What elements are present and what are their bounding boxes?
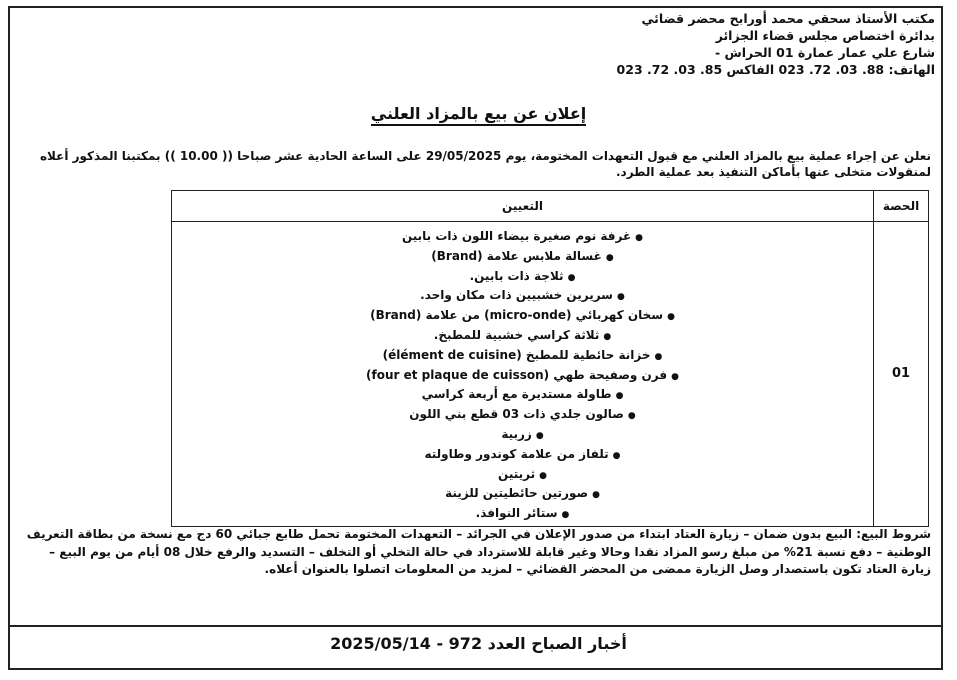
item-text: صالون جلدي ذات 03 قطع بني اللون [409, 407, 624, 422]
bullet-icon: ● [539, 470, 547, 481]
bullet-icon: ● [654, 351, 663, 362]
bullet-icon: ● [535, 430, 544, 441]
item-text: غسالة ملابس علامة (Brand) [431, 248, 602, 263]
office-address: شارع علي عمار عمارة 01 الحراش - [714, 45, 935, 60]
lot-number: 01 [874, 222, 929, 527]
bullet-icon: ● [612, 450, 621, 461]
bullet-icon: ● [605, 252, 614, 263]
publication-footer: أخبار الصباح العدد 972 - 2025/05/14 [330, 634, 627, 653]
item-text: زربية [501, 426, 532, 441]
bullet-icon: ● [592, 490, 600, 501]
bullet-icon: ● [627, 411, 636, 422]
list-item [173, 485, 872, 505]
list-item [173, 287, 872, 307]
list-item [173, 446, 872, 466]
item-text: صورتين حائطيتين للزينة [445, 486, 589, 501]
bullet-icon: ● [615, 391, 624, 402]
office-name: مكتب الأستاذ سحقي محمد أورابح محضر قضائي [641, 11, 935, 26]
item-text: فرن وصفيحة طهي (four et plaque de cuisson) [366, 367, 668, 382]
list-item [173, 347, 872, 367]
lot-column-header: الحصة [874, 191, 929, 222]
notice-intro: نعلن عن إجراء عملية بيع بالمزاد العلني مع قبول التعهدات المختومة، يوم 29/05/2025 على الساعة الحادية عشر صباحا (( 10.00 )) بمكتبنا المذكور أعلاه لمنقولات متخلى عنها بأماكن التنفيذ بعد عملية الطرد. [39, 149, 931, 179]
bullet-icon: ● [635, 233, 644, 243]
item-text: غرفة نوم صغيرة بيضاء اللون ذات بابين [401, 229, 632, 243]
bullet-icon: ● [567, 272, 576, 283]
list-item [173, 466, 872, 486]
office-contact: الهاتف: 88. 03. 72. 023 الفاكس 85. 03. 72. 023 [616, 62, 935, 77]
item-text: سريرين خشبيين ذات مكان واحد. [420, 288, 613, 303]
office-jurisdiction: بدائرة اختصاص مجلس قضاء الجزائر [715, 28, 935, 43]
bullet-icon: ● [671, 371, 679, 382]
notice-title-wrap [0, 104, 957, 123]
items-cell [172, 222, 874, 527]
list-item [173, 367, 872, 387]
item-text: خزانة حائطية للمطبخ (élément de cuisine) [382, 347, 651, 362]
item-text: سخان كهربائي (micro-onde) من علامة (Brand) [370, 308, 664, 323]
list-item [173, 228, 872, 248]
sale-conditions: شروط البيع: البيع بدون ضمان – زيارة العتاد ابتداء من صدور الإعلان في الجرائد – التعهدات المختومة تحمل طابع جبائي 60 دج مع نسخة من بطاقة التعريف الوطنية – دفع نسبة 21% من مبلغ رسو المزاد نقدا وحالا وغير قابلة للاسترداد في حالة التخلي أو التخلف – التسديد والرفع خلال 08 أيام من يوم البيع – زيارة العتاد تكون باستصدار وصل الزيارة ممضى من المحضر القضائي – لمزيد من المعلومات اتصلوا بالعنوان أعلاه. [26, 527, 931, 576]
office-header [375, 10, 935, 78]
list-item [173, 426, 872, 446]
item-text: ستائر النوافذ. [475, 506, 558, 521]
footer-divider [10, 625, 941, 627]
bullet-icon: ● [616, 292, 625, 303]
list-item [173, 406, 872, 426]
item-text: تلفاز من علامة كوندور وطاولته [424, 446, 609, 461]
item-text: ثريتين [498, 466, 536, 481]
item-text: طاولة مستديرة مع أربعة كراسي [421, 387, 612, 402]
list-item [173, 386, 872, 406]
lots-table-header [172, 191, 929, 222]
designation-column-header: التعيين [172, 191, 874, 222]
bullet-icon: ● [561, 510, 570, 521]
bullet-icon: ● [667, 312, 675, 323]
item-text: ثلاجة ذات بابين. [469, 268, 564, 283]
items-list [173, 228, 872, 525]
list-item [173, 505, 872, 525]
list-item [173, 268, 872, 288]
lots-table [171, 190, 929, 527]
list-item [173, 327, 872, 347]
item-text: ثلاثة كراسي خشبية للمطبخ. [433, 327, 600, 342]
bullet-icon: ● [603, 331, 612, 342]
notice-title: إعلان عن بيع بالمزاد العلني [371, 104, 586, 126]
list-item [173, 307, 872, 327]
table-row [172, 222, 929, 527]
list-item [173, 248, 872, 268]
